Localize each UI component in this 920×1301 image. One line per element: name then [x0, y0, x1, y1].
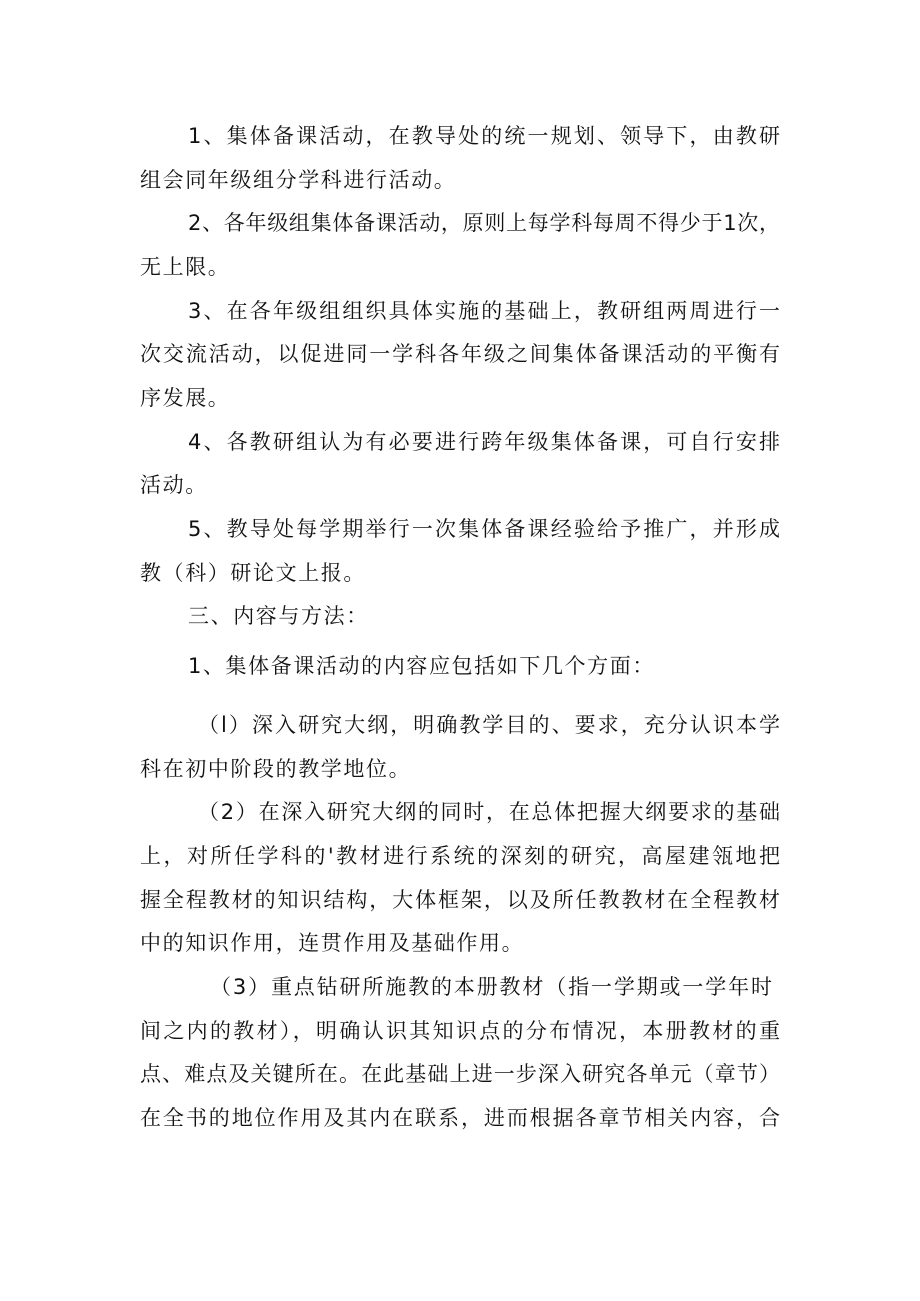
item-1-heading: 1、集体备课活动的内容应包括如下几个方面： [188, 654, 655, 678]
item-1-point-2-line-4: 中的知识作用，连贯作用及基础作用。 [140, 931, 525, 955]
paragraph-2-line-2: 无上限。 [140, 255, 231, 279]
paragraph-5-line-1: 5、教导处每学期举行一次集体备课经验给予推广，并形成 [188, 517, 780, 541]
paragraph-3-line-3: 序发展。 [140, 386, 231, 410]
paragraph-3-line-1: 3、在各年级组组织具体实施的基础上，教研组两周进行一 [188, 299, 780, 323]
item-1-point-3-line-1: （3）重点钻研所施教的本册教材（指一学期或一学年时 [210, 975, 772, 999]
section-heading: 三、内容与方法： [188, 604, 369, 628]
item-1-point-2-line-3: 握全程教材的知识结构，大体框架，以及所任教教材在全程教材 [140, 888, 780, 912]
item-1-point-1-line-2: 科在初中阶段的教学地位。 [140, 757, 412, 781]
paragraph-5-line-2: 教（科）研论文上报。 [140, 561, 366, 585]
paragraph-4-line-1: 4、各教研组认为有必要进行跨年级集体备课，可自行安排 [188, 430, 780, 454]
item-1-point-2-line-1: （2）在深入研究大纲的同时，在总体把握大纲要求的基础 [198, 800, 780, 824]
item-1-point-2-line-2: 上，对所任学科的'教材进行系统的深刻的研究，高屋建瓴地把 [140, 844, 780, 868]
item-1-point-3-line-3: 点、难点及关键所在。在此基础上进一步深入研究各单元（章节） [140, 1062, 780, 1086]
paragraph-1-line-1: 1、集体备课活动，在教导处的统一规划、领导下，由教研 [188, 124, 780, 148]
paragraph-1-line-2: 组会同年级组分学科进行活动。 [140, 168, 457, 192]
paragraph-4-line-2: 活动。 [140, 473, 208, 497]
paragraph-2-line-1: 2、各年级组集体备课活动，原则上每学科每周不得少于1次， [188, 211, 780, 235]
item-1-point-1-line-1: （l）深入研究大纲，明确教学目的、要求，充分认识本学 [198, 713, 780, 737]
item-1-point-3-line-4: 在全书的地位作用及其内在联系，进而根据各章节相关内容，合 [140, 1106, 780, 1130]
paragraph-3-line-2: 次交流活动，以促进同一学科各年级之间集体备课活动的平衡有 [140, 342, 780, 366]
item-1-point-3-line-2: 间之内的教材），明确认识其知识点的分布情况，本册教材的重 [140, 1019, 780, 1043]
